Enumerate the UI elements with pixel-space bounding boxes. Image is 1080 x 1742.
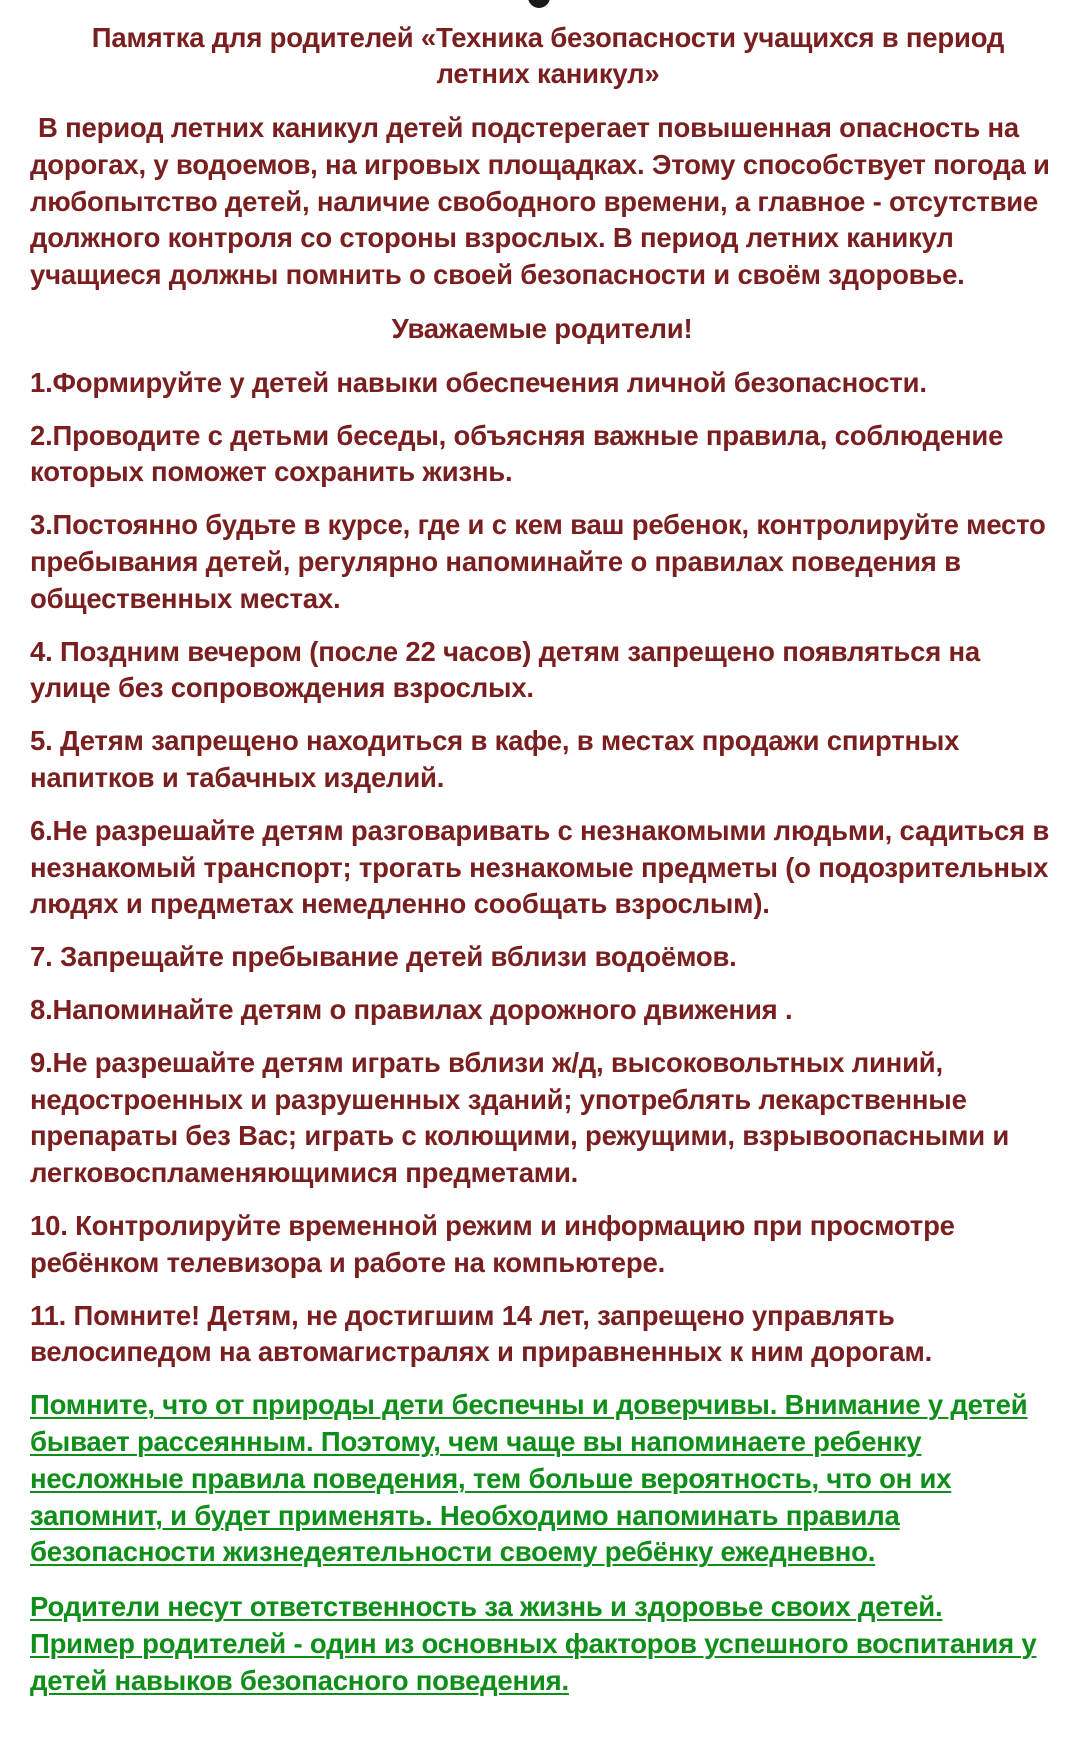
intro-paragraph: В период летних каникул детей подстерегает повышенная опасность на дорогах, у водоемов, на игровых площадках. Этому способствует погода и любопытство детей, наличие свободного времени, а главное - отсутствие должного контроля со стороны взрослых. В период летних каникул учащиеся должны помнить о своей безопасности и своём здоровье.	[30, 112, 1050, 291]
rule-item-7: 7. Запрещайте пребывание детей вблизи водоёмов.	[30, 941, 737, 973]
rule-item-8: 8.Напоминайте детям о правилах дорожного движения .	[30, 993, 793, 1025]
responsibility-note: Родители несут ответственность за жизнь и здоровье своих детей. Пример родителей - один из основных факторов успешного воспитания у детей навыков безопасного поведения.	[30, 1591, 1037, 1696]
greeting-heading: Уважаемые родители!	[391, 312, 693, 344]
rule-item-4: 4. Поздним вечером (после 22 часов) детям запрещено появляться на улице без сопровождения взрослых.	[30, 635, 980, 704]
rule-item-9: 9.Не разрешайте детям играть вблизи ж/д, высоковольтных линий, недостроенных и разрушенных зданий; употреблять лекарственные препараты без Вас; играть с колющими, режущими, взрывоопасными и легковоспламеняющимися предметами.	[30, 1046, 1010, 1189]
reminder-note: Помните, что от природы дети беспечны и доверчивы. Внимание у детей бывает рассеянным. Поэтому, чем чаще вы напоминаете ребенку несложные правила поведения, тем больше вероятность, что он их запомнит, и будет применять. Необходимо напоминать правила безопасности жизнедеятельности своему ребёнку ежедневно.	[30, 1389, 1028, 1568]
rule-item-10: 10. Контролируйте временной режим и информацию при просмотре ребёнком телевизора и работе на компьютере.	[30, 1209, 955, 1278]
rule-item-5: 5. Детям запрещено находиться в кафе, в местах продажи спиртных напитков и табачных изделий.	[30, 725, 960, 793]
top-edge-mark	[528, 0, 550, 8]
rule-item-1: 1.Формируйте у детей навыки обеспечения личной безопасности.	[30, 366, 927, 398]
memo-title: Памятка для родителей «Техника безопасности учащихся в период летних каникул»	[91, 22, 1005, 89]
rule-item-11: 11. Помните! Детям, не достигшим 14 лет, запрещено управлять велосипедом на автомагистралях и приравненных к ним дорогам.	[30, 1299, 933, 1368]
memo-document	[30, 20, 1054, 1717]
rule-item-2: 2.Проводите с детьми беседы, объясняя важные правила, соблюдение которых поможет сохранить жизнь.	[30, 419, 1004, 488]
rule-item-3: 3.Постоянно будьте в курсе, где и с кем ваш ребенок, контролируйте место пребывания детей, регулярно напоминайте о правилах поведения в общественных местах.	[30, 509, 1046, 614]
rule-item-6: 6.Не разрешайте детям разговаривать с незнакомыми людьми, садиться в незнакомый транспорт; трогать незнакомые предметы (о подозрительных людях и предметах немедленно сообщать взрослым).	[30, 814, 1050, 920]
